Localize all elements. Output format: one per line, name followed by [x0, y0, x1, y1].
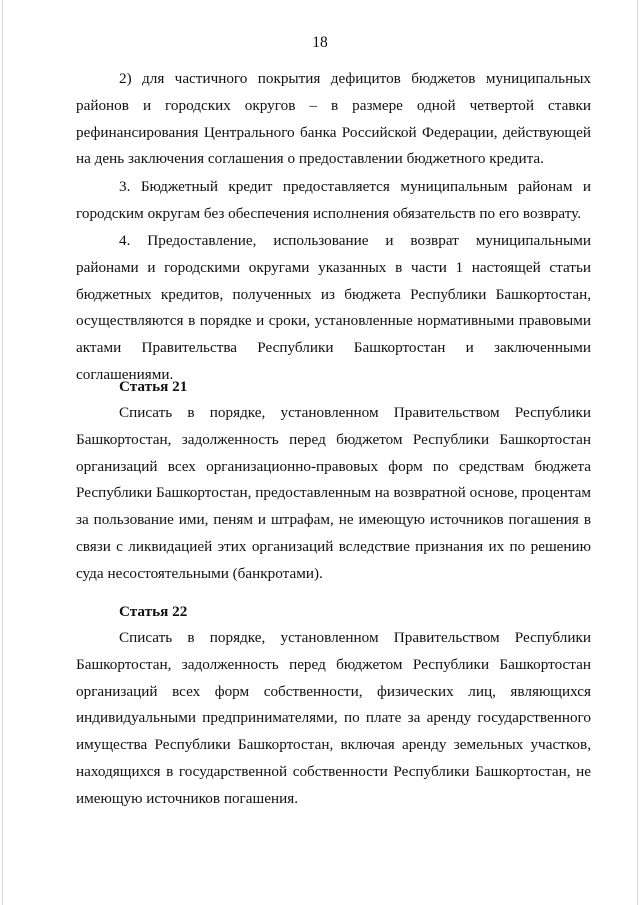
paragraph-3-no-collateral — [76, 174, 591, 228]
article-heading: Статья 22 — [119, 603, 188, 620]
article-22-heading-block — [76, 599, 591, 626]
paragraph-text: 4. Предоставление, использование и возврат муниципальными районами и городскими округами указанных в части 1 настоящей статьи бюджетных кредитов, полученных из бюджета Республики Башкортостан, осуществляются в порядке и сроки, установленные нормативными правовыми актами Правительства Республики Башкортостан и заключенными соглашениями. — [76, 232, 591, 383]
article-21-heading-block — [76, 374, 591, 401]
paragraph-2-budget-credit-rate — [76, 66, 591, 173]
article-text: Списать в порядке, установленном Правительством Республики Башкортостан, задолженность перед бюджетом Республики Башкортостан организаций всех форм собственности, физических лиц, являющихся индивидуальными предпринимателями, по плате за аренду государственного имущества Республики Башкортостан, включая аренду земельных участков, находящихся в государственной собственности Республики Башкортостан, не имеющую источников погашения. — [76, 629, 591, 807]
article-21-body — [76, 400, 591, 588]
paragraph-text: 3. Бюджетный кредит предоставляется муниципальным районам и городским округам без обеспечения исполнения обязательств по его возврату. — [76, 178, 591, 222]
paragraph-4-repayment-order — [76, 228, 591, 389]
paragraph-text: 2) для частичного покрытия дефицитов бюджетов муниципальных районов и городских округов – в размере одной четвертой ставки рефинансирования Центрального банка Российской Федерации, действующей на день заключения соглашения о предоставлении бюджетного кредита. — [76, 70, 591, 168]
article-heading: Статья 21 — [119, 378, 188, 395]
page-number: 18 — [312, 34, 328, 51]
article-22-body — [76, 625, 591, 813]
article-text: Списать в порядке, установленном Правительством Республики Башкортостан, задолженность перед бюджетом Республики Башкортостан организаций всех организационно-правовых форм по средствам бюджета Республики Башкортостан, предоставленным на возвратной основе, процентам за пользование ими, пеням и штрафам, не имеющую источников погашения в связи с ликвидацией этих организаций вследствие признания их по решению суда несостоятельными (банкротами). — [76, 404, 591, 582]
page-edge-left — [2, 0, 3, 905]
page-edge-right — [637, 0, 638, 905]
